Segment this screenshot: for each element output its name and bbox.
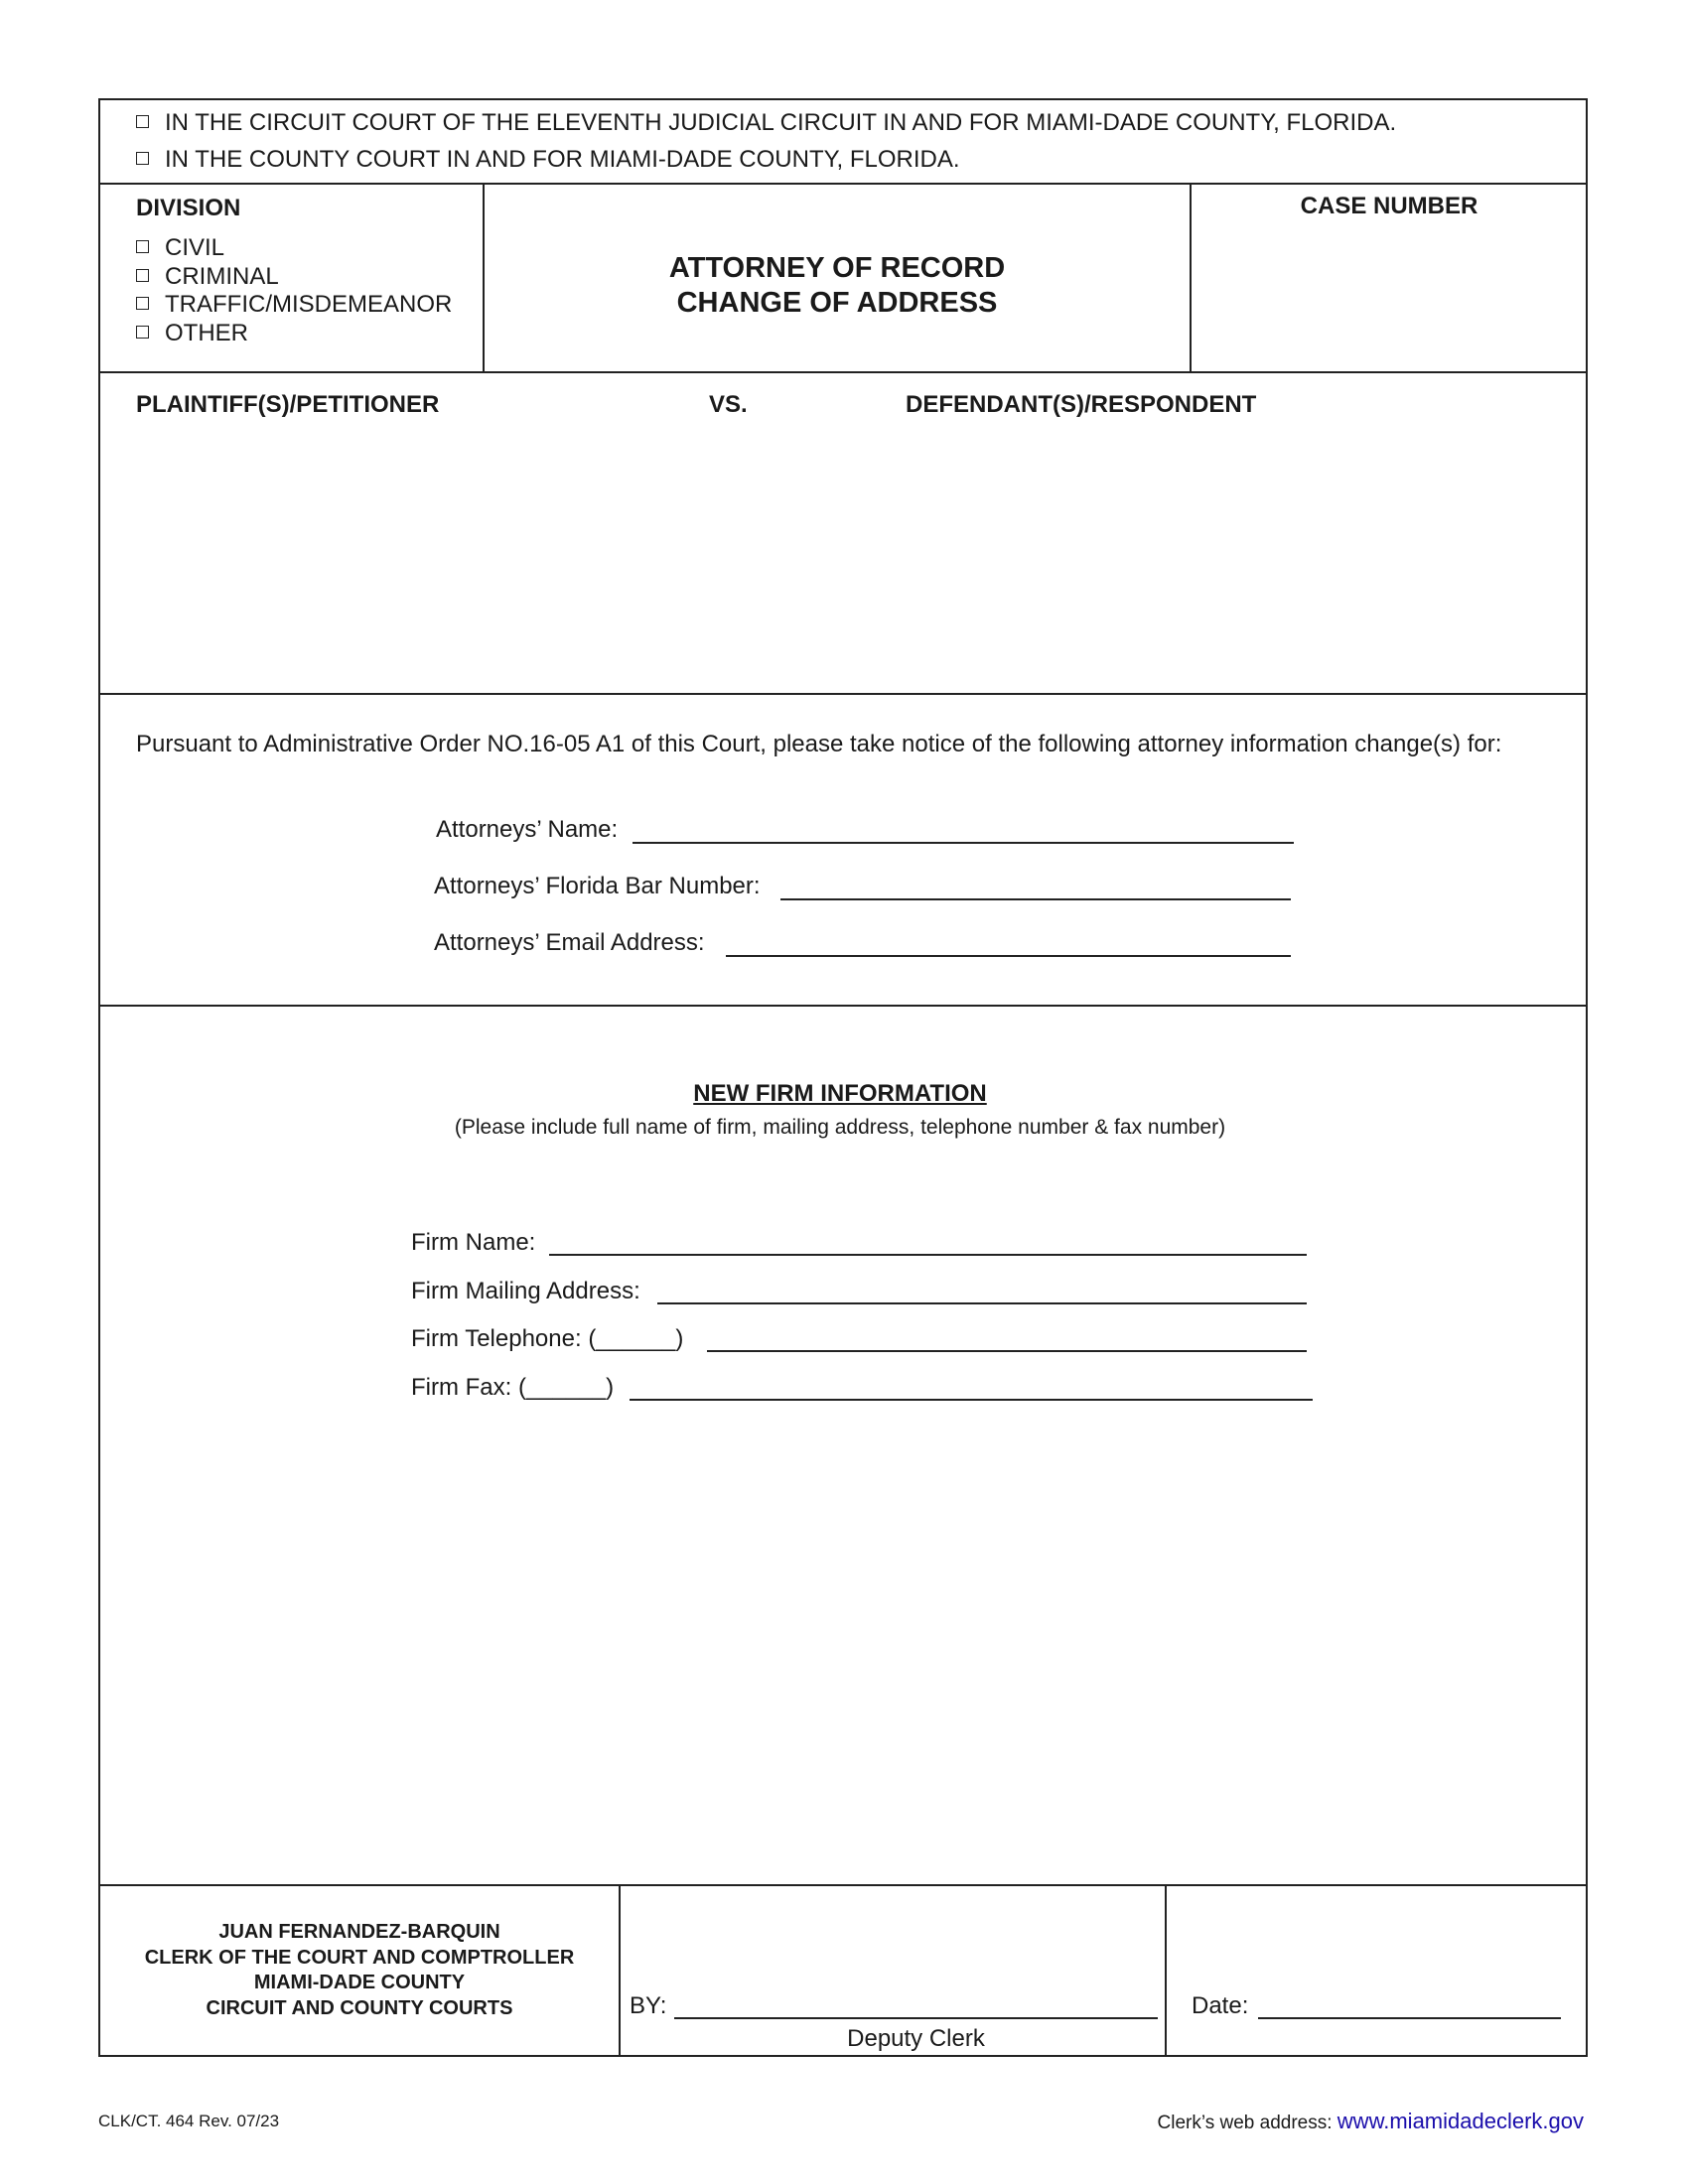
clerk-county: MIAMI-DADE COUNTY (253, 1972, 466, 1993)
checkbox-icon[interactable] (136, 269, 149, 282)
division-option-traffic[interactable]: TRAFFIC/MISDEMEANOR (136, 291, 452, 319)
checkbox-icon[interactable] (136, 240, 149, 253)
checkbox-icon[interactable] (136, 297, 149, 310)
new-firm-heading: NEW FIRM INFORMATION (693, 1080, 987, 1107)
attorney-bar-field[interactable] (780, 898, 1291, 900)
new-firm-subheading: (Please include full name of firm, mailing address, telephone number & fax number) (454, 1116, 1226, 1139)
divider-firm (98, 1884, 1588, 1886)
court-option-county[interactable]: IN THE COUNTY COURT IN AND FOR MIAMI-DADE COUNTY, FLORIDA. (136, 146, 960, 174)
clerk-courts: CIRCUIT AND COUNTY COURTS (206, 1996, 513, 2019)
divider-parties (98, 693, 1588, 695)
divider-clerk-block (619, 1884, 621, 2057)
web-link[interactable]: www.miamidadeclerk.gov (1336, 2109, 1584, 2133)
deputy-clerk-label: Deputy Clerk (847, 2025, 985, 2052)
checkbox-icon[interactable] (136, 152, 149, 165)
clerk-name: JUAN FERNANDEZ-BARQUIN (218, 1921, 500, 1943)
firm-address-label: Firm Mailing Address: (411, 1278, 640, 1304)
attorney-name-label: Attorneys’ Name: (436, 816, 619, 843)
form-title-line2: CHANGE OF ADDRESS (676, 287, 998, 319)
attorney-email-field[interactable] (726, 955, 1291, 957)
firm-name-field[interactable] (549, 1254, 1307, 1256)
web-address: Clerk’s web address: www.miamidadeclerk.gov (1157, 2109, 1584, 2133)
firm-telephone-label: Firm Telephone: (______) (411, 1325, 684, 1352)
firm-name-label: Firm Name: (411, 1229, 536, 1256)
form-code: CLK/CT. 464 Rev. 07/23 (98, 2112, 280, 2130)
divider-title-block (98, 371, 1588, 373)
divider-date-block (1165, 1884, 1167, 2057)
defendant-label: DEFENDANT(S)/RESPONDENT (906, 391, 1257, 418)
firm-telephone-field[interactable] (707, 1350, 1307, 1352)
division-option-civil[interactable]: CIVIL (136, 234, 224, 262)
case-number-label: CASE NUMBER (1300, 193, 1478, 219)
divider-court-header (98, 183, 1588, 185)
checkbox-icon[interactable] (136, 326, 149, 339)
checkbox-icon[interactable] (136, 115, 149, 128)
plaintiff-label: PLAINTIFF(S)/PETITIONER (136, 391, 440, 418)
divider-attorney (98, 1005, 1588, 1007)
form-title-line1: ATTORNEY OF RECORD (668, 252, 1006, 284)
deputy-signature-field[interactable] (674, 2017, 1158, 2019)
date-label: Date: (1192, 1992, 1249, 2019)
vs-label: VS. (709, 391, 748, 418)
firm-fax-field[interactable] (630, 1399, 1313, 1401)
notice-text: Pursuant to Administrative Order NO.16-05 A1 of this Court, please take notice of the following attorney information change(s) for: (136, 731, 1502, 757)
attorney-bar-label: Attorneys’ Florida Bar Number: (434, 873, 761, 899)
clerk-title: CLERK OF THE COURT AND COMPTROLLER (144, 1946, 575, 1969)
clerk-block (100, 1920, 619, 2021)
division-option-other[interactable]: OTHER (136, 320, 248, 347)
date-field[interactable] (1258, 2017, 1561, 2019)
division-label: DIVISION (136, 195, 241, 221)
attorney-email-label: Attorneys’ Email Address: (434, 929, 705, 956)
by-label: BY: (630, 1992, 667, 2019)
division-option-criminal[interactable]: CRIMINAL (136, 263, 279, 291)
firm-address-field[interactable] (657, 1302, 1307, 1304)
firm-fax-label: Firm Fax: (______) (411, 1374, 615, 1401)
court-option-circuit[interactable]: IN THE CIRCUIT COURT OF THE ELEVENTH JUDICIAL CIRCUIT IN AND FOR MIAMI-DADE COUNTY, FLORIDA. (136, 109, 1396, 137)
attorney-name-field[interactable] (633, 842, 1294, 844)
